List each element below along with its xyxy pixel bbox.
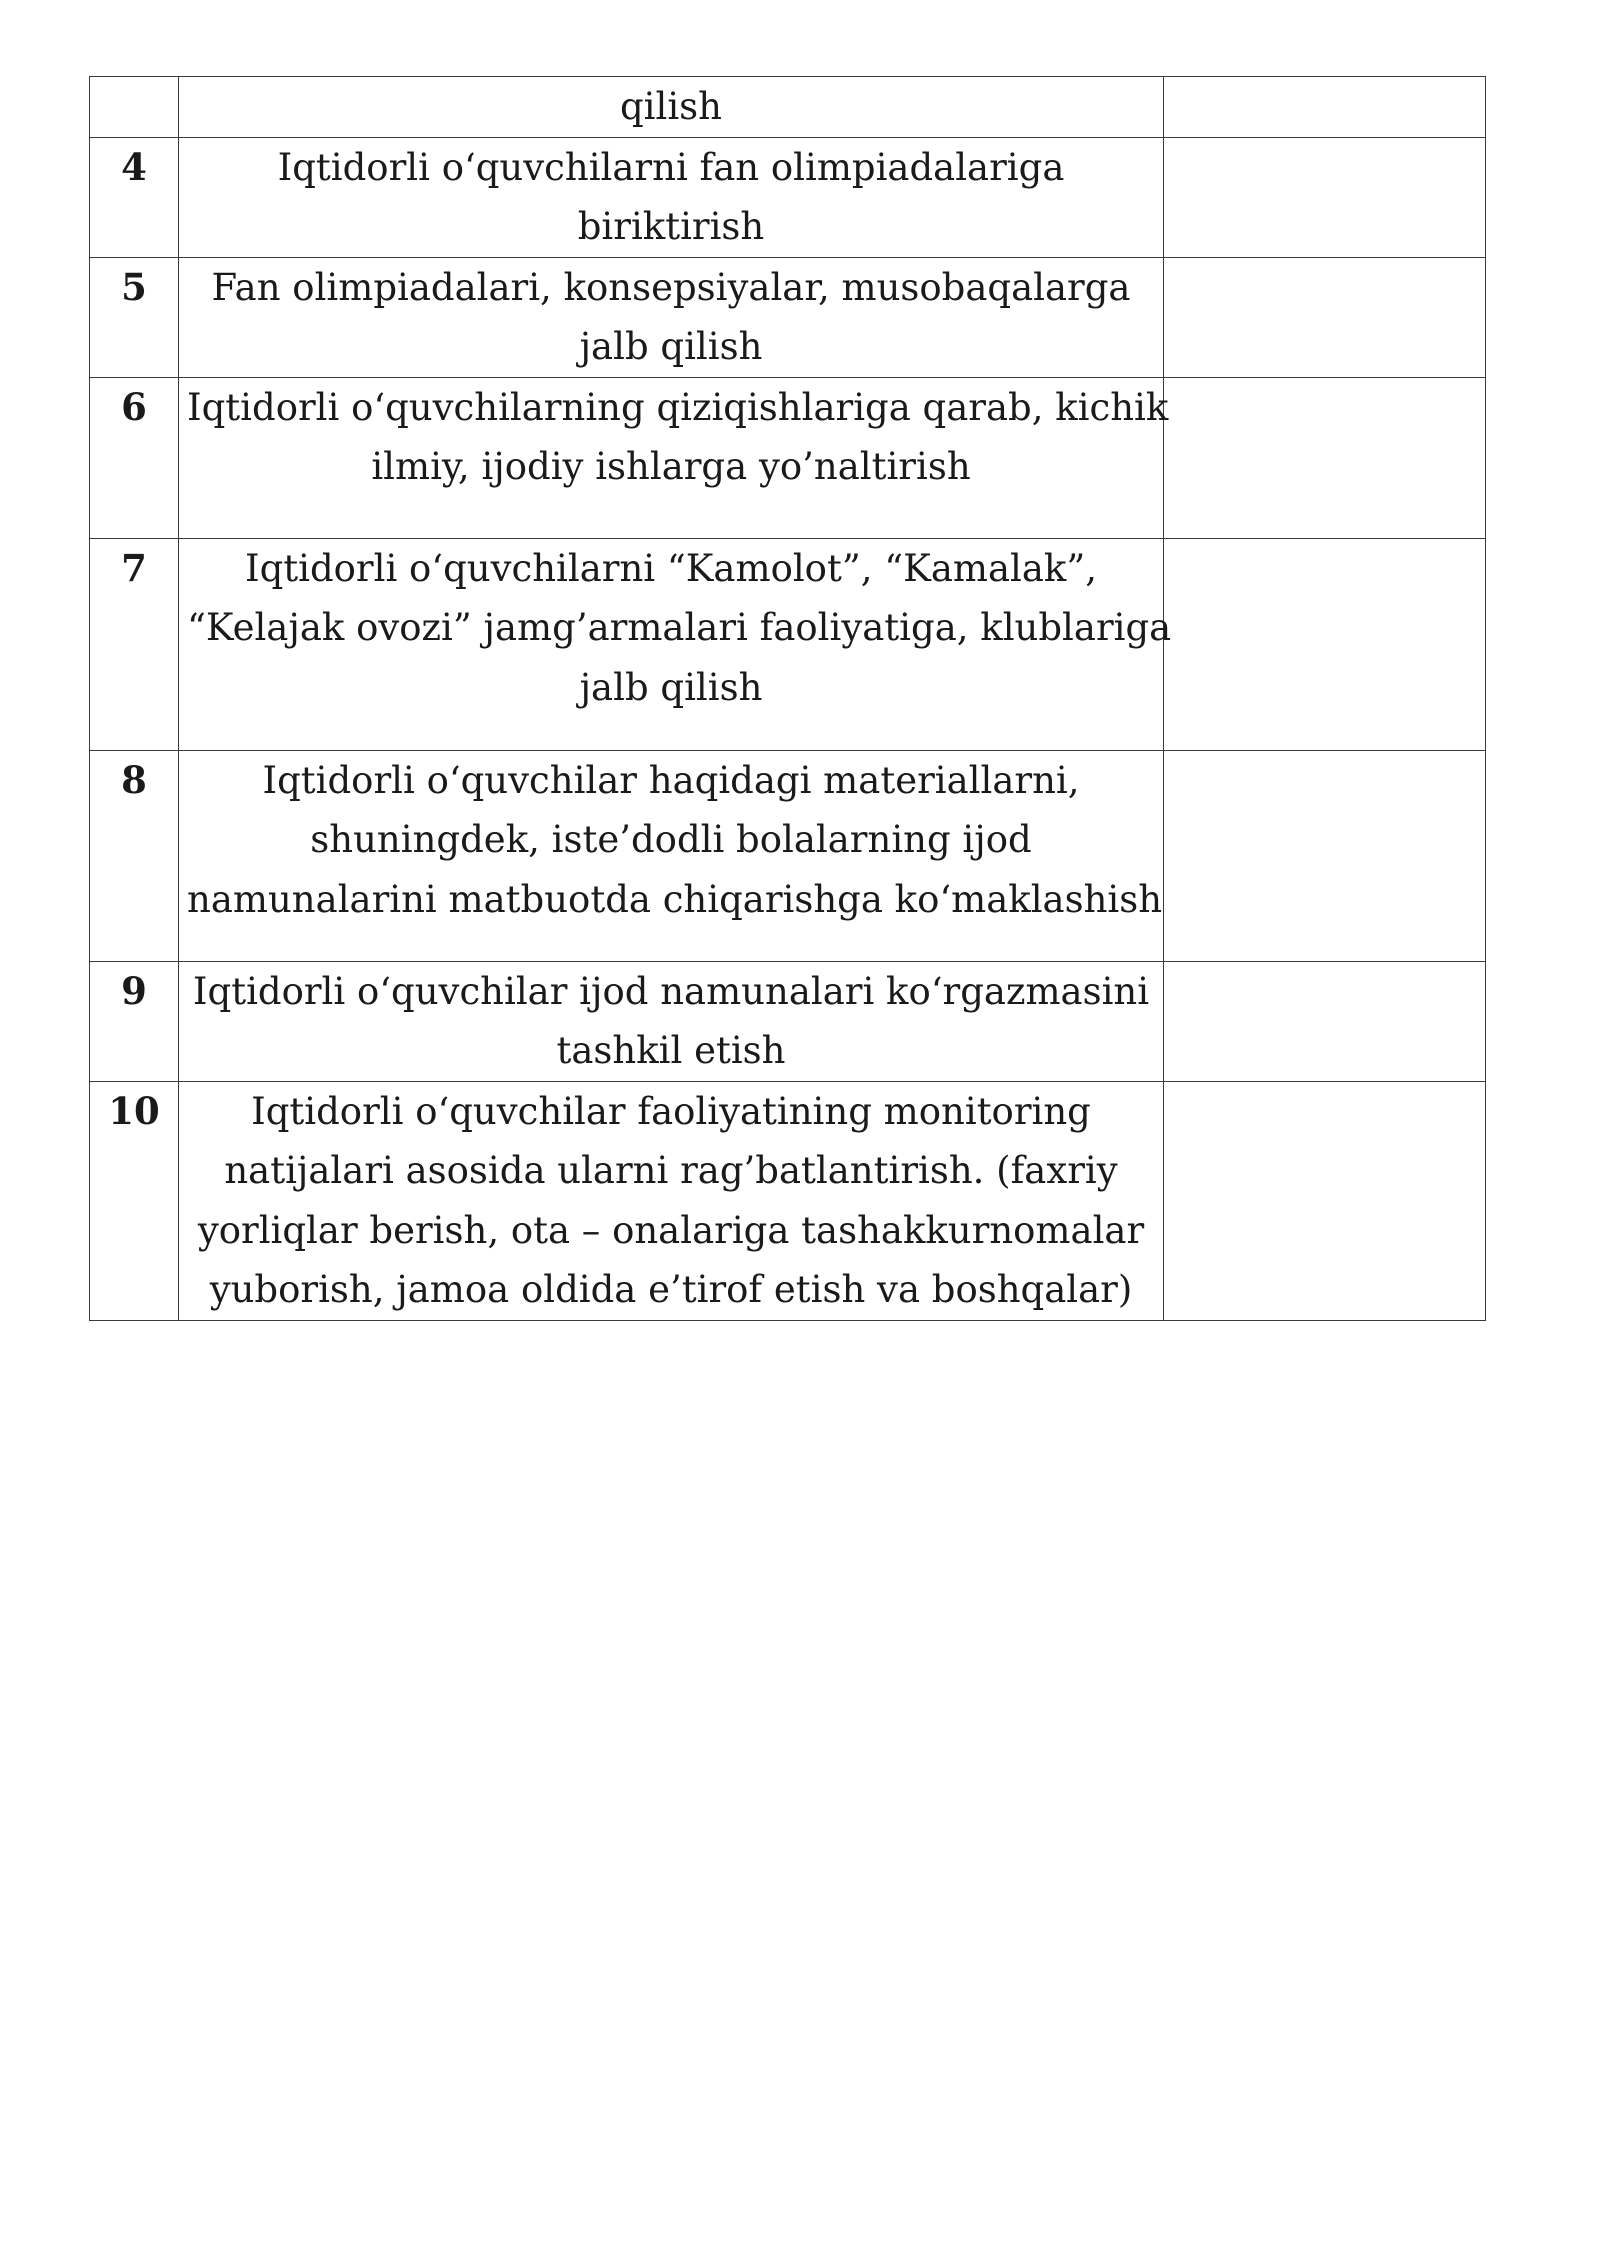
row-empty-cell (1164, 77, 1486, 138)
row-number: 7 (90, 538, 179, 750)
row-empty-cell (1164, 538, 1486, 750)
row-number: 5 (90, 257, 179, 377)
description-line: shuningdek, iste’dodli bolalarning ijod (310, 818, 1032, 861)
row-empty-cell (1164, 750, 1486, 961)
table-row (90, 257, 1486, 377)
description-line: yuborish, jamoa oldida e’tirof etish va boshqalar) (209, 1268, 1133, 1311)
row-description (179, 77, 1164, 138)
table-row (90, 750, 1486, 961)
row-number: 9 (90, 961, 179, 1081)
description-line: Iqtidorli o‘quvchilarni fan olimpiadalariga (277, 145, 1065, 189)
table-row (90, 1081, 1486, 1320)
table-row (90, 538, 1486, 750)
table-row (90, 77, 1486, 138)
row-number (90, 77, 179, 138)
row-empty-cell (1164, 257, 1486, 377)
description-line: jalb qilish (579, 325, 763, 368)
description-line: Iqtidorli o‘quvchilar faoliyatining monitoring (251, 1089, 1091, 1133)
description-line: namunalarini matbuotda chiqarishga ko‘maklashish (187, 877, 1163, 921)
activity-table (89, 76, 1486, 1321)
description-line: yorliqlar berish, ota – onalariga tashakkurnomalar (197, 1208, 1145, 1252)
description-line: Iqtidorli o‘quvchilar haqidagi materiallarni, (262, 758, 1080, 802)
row-description (179, 1081, 1164, 1320)
row-empty-cell (1164, 137, 1486, 257)
description-line: natijalari asosida ularni rag’batlantirish. (faxriy (224, 1149, 1118, 1192)
row-description (179, 257, 1164, 377)
table-row (90, 377, 1486, 538)
row-description (179, 137, 1164, 257)
description-line: qilish (619, 85, 722, 128)
description-line: Iqtidorli o‘quvchilarni “Kamolot”, “Kamalak”, (244, 546, 1098, 590)
description-line: Iqtidorli o‘quvchilar ijod namunalari ko‘rgazmasini (192, 969, 1150, 1013)
description-line: ilmiy, ijodiy ishlarga yo’naltirish (371, 445, 971, 488)
table-row (90, 961, 1486, 1081)
description-line: “Kelajak ovozi” jamg’armalari faoliyatiga, klublariga (187, 606, 1172, 649)
row-number: 8 (90, 750, 179, 961)
row-empty-cell (1164, 1081, 1486, 1320)
description-line: jalb qilish (579, 665, 763, 709)
description-line: tashkil etish (556, 1029, 786, 1072)
row-description (179, 961, 1164, 1081)
row-number: 4 (90, 137, 179, 257)
table-row (90, 137, 1486, 257)
row-description (179, 750, 1164, 961)
description-line: Fan olimpiadalari, konsepsiyalar, musobaqalarga (211, 265, 1131, 309)
row-number: 10 (90, 1081, 179, 1320)
row-empty-cell (1164, 961, 1486, 1081)
description-line: biriktirish (577, 205, 765, 248)
row-description (179, 377, 1169, 538)
row-empty-cell (1164, 377, 1486, 538)
description-line: Iqtidorli o‘quvchilarning qiziqishlariga qarab, kichik (187, 385, 1169, 429)
row-number: 6 (90, 377, 179, 538)
row-description (179, 538, 1172, 750)
